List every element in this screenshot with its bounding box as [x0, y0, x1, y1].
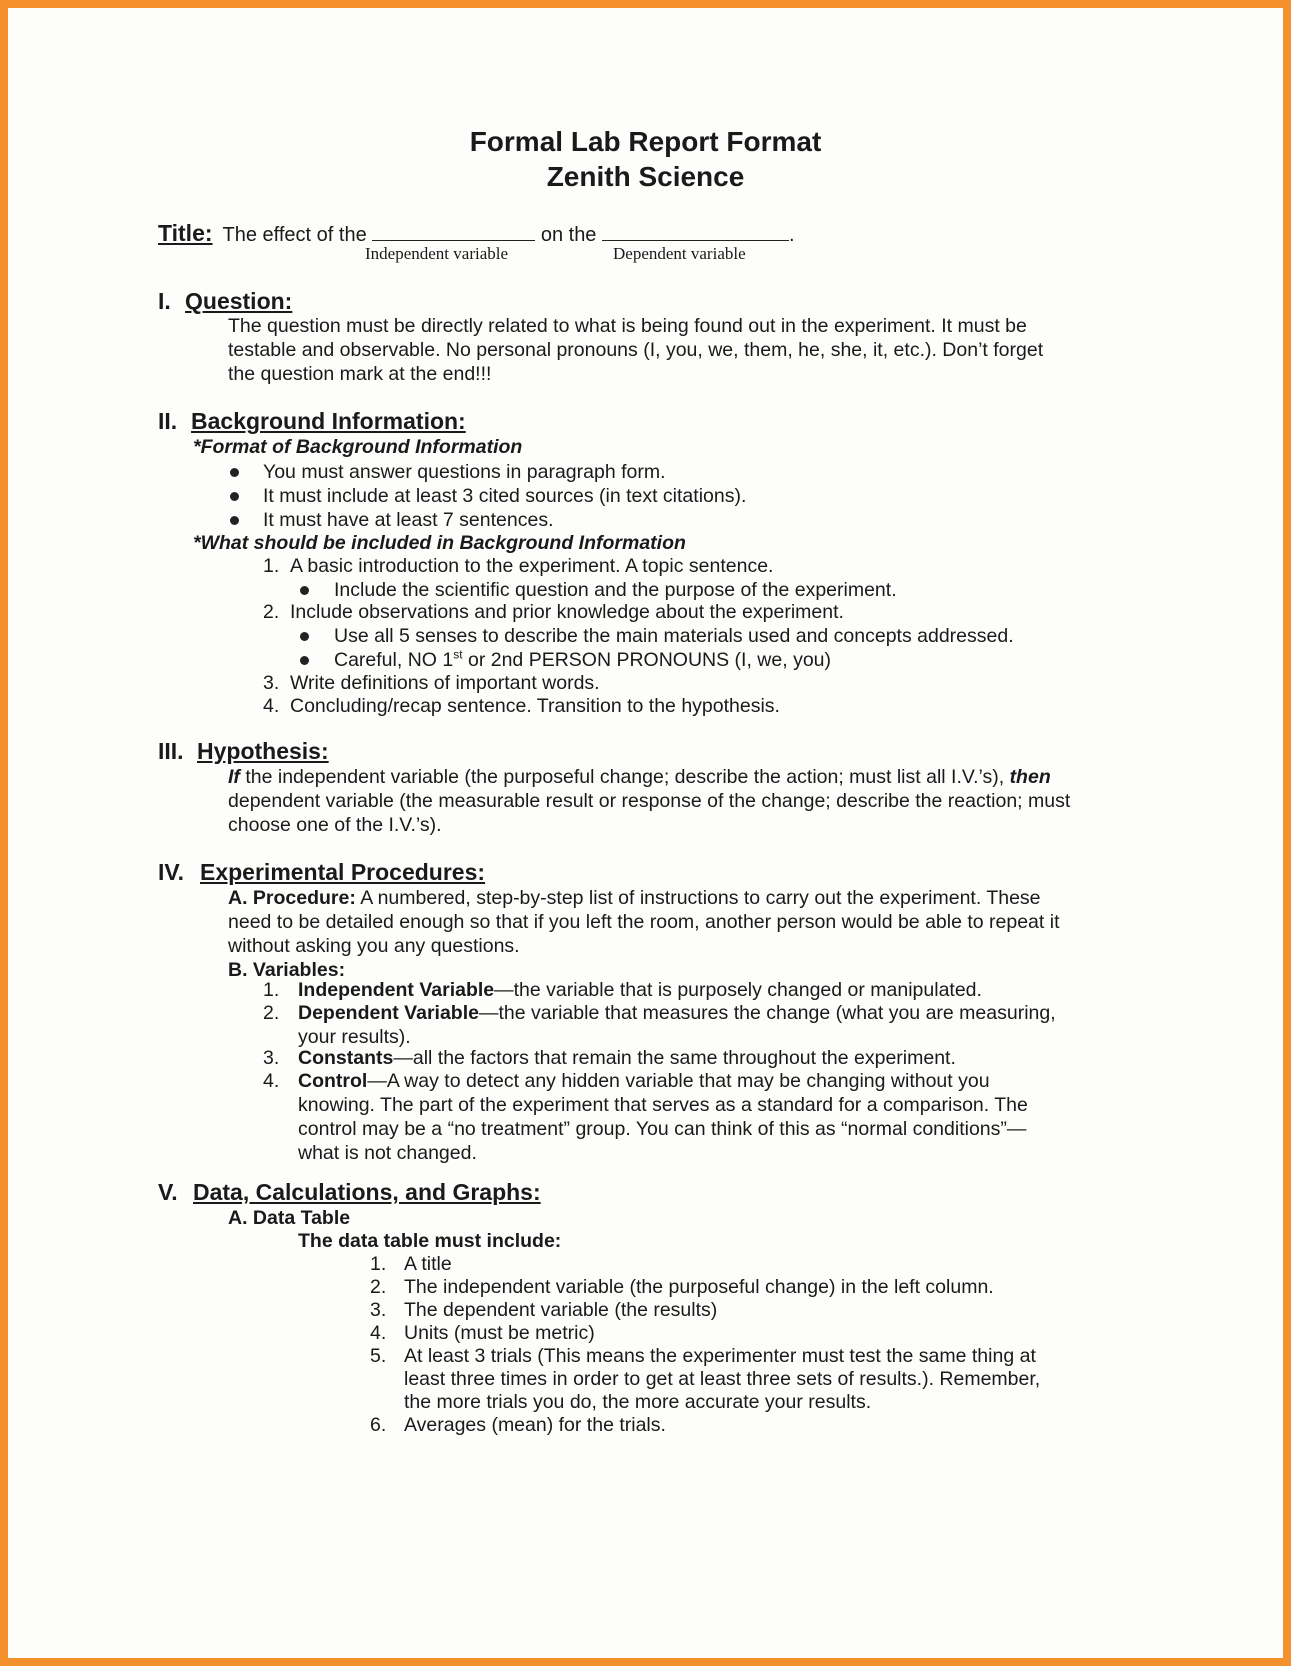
data-item: At least 3 trials (This means the experimenter must test the same thing at: [404, 1345, 1036, 1367]
list-number: 1.: [263, 979, 280, 1001]
section-procedures-heading: [158, 859, 485, 886]
section-data-heading: [158, 1179, 541, 1206]
section-question-heading: [158, 288, 292, 315]
variable-item: Control—A way to detect any hidden variable that may be changing without you knowing. The part of the experiment that serves as a standard for a comparison. The control may be a “no treatment” group. You can think of this as “normal conditions”— what is not changed.: [298, 1070, 1028, 1164]
list-number: 4.: [370, 1322, 387, 1344]
procedure-label: A. Procedure:: [228, 887, 356, 909]
dependent-variable-blank: [602, 222, 789, 241]
hypothesis-description: If the independent variable (the purposeful change; describe the action; must list all I.V.’s), then dependent variable (the measurable result or response of the change; describe the reaction; must choose one of the I.V.’s).: [228, 766, 1071, 836]
bullet-icon: [300, 624, 309, 648]
bullet-icon: [230, 484, 239, 508]
text-line: choose one of the I.V.’s).: [228, 814, 442, 836]
list-number: 3.: [263, 672, 280, 694]
procedure-description: A. Procedure: A numbered, step-by-step list of instructions to carry out the experiment. These need to be detailed enough so that if you left the room, another person would be able to repeat it without asking you any questions. B. Variables:: [228, 887, 1060, 981]
list-number: 4.: [263, 1070, 280, 1092]
data-item: A title: [404, 1253, 452, 1275]
background-include-label: *What should be included in Background Information: [193, 532, 686, 554]
document-subtitle: Zenith Science: [546, 161, 745, 192]
section-title: Background Information:: [191, 408, 466, 434]
list-number: 1.: [370, 1253, 387, 1275]
section-title: Question:: [185, 288, 293, 314]
background-item: Include observations and prior knowledge about the experiment.: [290, 601, 844, 623]
list-number: 3.: [370, 1299, 387, 1321]
list-number: 4.: [263, 695, 280, 717]
background-subitem: Include the scientific question and the purpose of the experiment.: [334, 579, 897, 601]
title-middle: on the: [540, 224, 597, 246]
question-description: [228, 314, 1043, 386]
format-bullet-item: It must have at least 7 sentences.: [263, 509, 554, 531]
section-number: IV.: [158, 859, 185, 885]
dependent-variable-caption: Dependent variable: [613, 244, 746, 263]
list-number: 2.: [263, 1002, 280, 1024]
data-item: The independent variable (the purposeful change) in the left column.: [404, 1276, 994, 1298]
title-label: Title:: [158, 220, 213, 246]
list-number: 5.: [370, 1345, 387, 1367]
variable-item: Independent Variable—the variable that is purposely changed or manipulated.: [298, 979, 982, 1001]
text-line: The question must be directly related to what is being found out in the experiment. It must be: [228, 315, 1027, 337]
data-item: Units (must be metric): [404, 1322, 595, 1344]
independent-variable-blank: [372, 222, 535, 241]
section-background-heading: [158, 408, 466, 435]
document-title: Formal Lab Report Format: [469, 126, 822, 157]
text-line: testable and observable. No personal pronouns (I, you, we, them, he, she, it, etc.). Don’t forget: [228, 339, 1044, 361]
title-end: .: [789, 224, 795, 246]
title-template: [158, 220, 795, 247]
text-line: dependent variable (the measurable result or response of the change; describe the reaction; must: [228, 790, 1071, 812]
title-prefix: The effect of the: [222, 224, 367, 246]
background-subitem: Use all 5 senses to describe the main materials used and concepts addressed.: [334, 625, 1014, 647]
background-item: A basic introduction to the experiment. A topic sentence.: [290, 555, 774, 577]
bullet-icon: [230, 460, 239, 484]
background-item: Concluding/recap sentence. Transition to the hypothesis.: [290, 695, 780, 717]
section-title: Hypothesis:: [197, 738, 329, 764]
independent-variable-caption: Independent variable: [365, 244, 509, 263]
text-line: the question mark at the end!!!: [228, 363, 492, 385]
document-page: [8, 8, 1283, 1658]
data-table-label: A. Data Table: [228, 1207, 351, 1229]
section-number: I.: [158, 288, 171, 314]
variable-item: Dependent Variable—the variable that measures the change (what you are measuring, your results).: [298, 1002, 1056, 1048]
background-format-label: *Format of Background Information: [193, 436, 523, 458]
data-item: least three times in order to get at least three sets of results.). Remember,: [404, 1368, 1041, 1390]
text-line: without asking you any questions.: [228, 935, 520, 957]
list-number: 2.: [370, 1276, 387, 1298]
data-item: The dependent variable (the results): [404, 1299, 718, 1321]
bullet-icon: [300, 578, 309, 602]
bullet-icon: [230, 508, 239, 532]
data-table-requirements-label: The data table must include:: [298, 1230, 562, 1252]
variables-label: B. Variables:: [228, 959, 346, 981]
variable-item: Constants—all the factors that remain the same throughout the experiment.: [298, 1047, 956, 1069]
if-keyword: If: [228, 766, 240, 788]
section-number: III.: [158, 738, 184, 764]
format-bullet-item: It must include at least 3 cited sources (in text citations).: [263, 485, 747, 507]
format-bullet-item: You must answer questions in paragraph form.: [263, 461, 666, 483]
then-keyword: then: [1009, 766, 1051, 788]
text-line: need to be detailed enough so that if you left the room, another person would be able to repeat it: [228, 911, 1060, 933]
data-item: the more trials you do, the more accurate your results.: [404, 1391, 872, 1413]
data-item: Averages (mean) for the trials.: [404, 1414, 666, 1436]
bullet-icon: [300, 648, 309, 672]
section-number: II.: [158, 408, 178, 434]
section-hypothesis-heading: [158, 738, 329, 765]
section-title: Data, Calculations, and Graphs:: [193, 1179, 541, 1205]
list-number: 1.: [263, 555, 280, 577]
section-number: V.: [158, 1179, 178, 1205]
list-number: 3.: [263, 1047, 280, 1069]
list-number: 2.: [263, 601, 280, 623]
section-title: Experimental Procedures:: [200, 859, 486, 885]
background-subitem: Careful, NO 1st or 2nd PERSON PRONOUNS (I, we, you): [334, 647, 831, 671]
background-item: Write definitions of important words.: [290, 672, 600, 694]
list-number: 6.: [370, 1414, 387, 1436]
